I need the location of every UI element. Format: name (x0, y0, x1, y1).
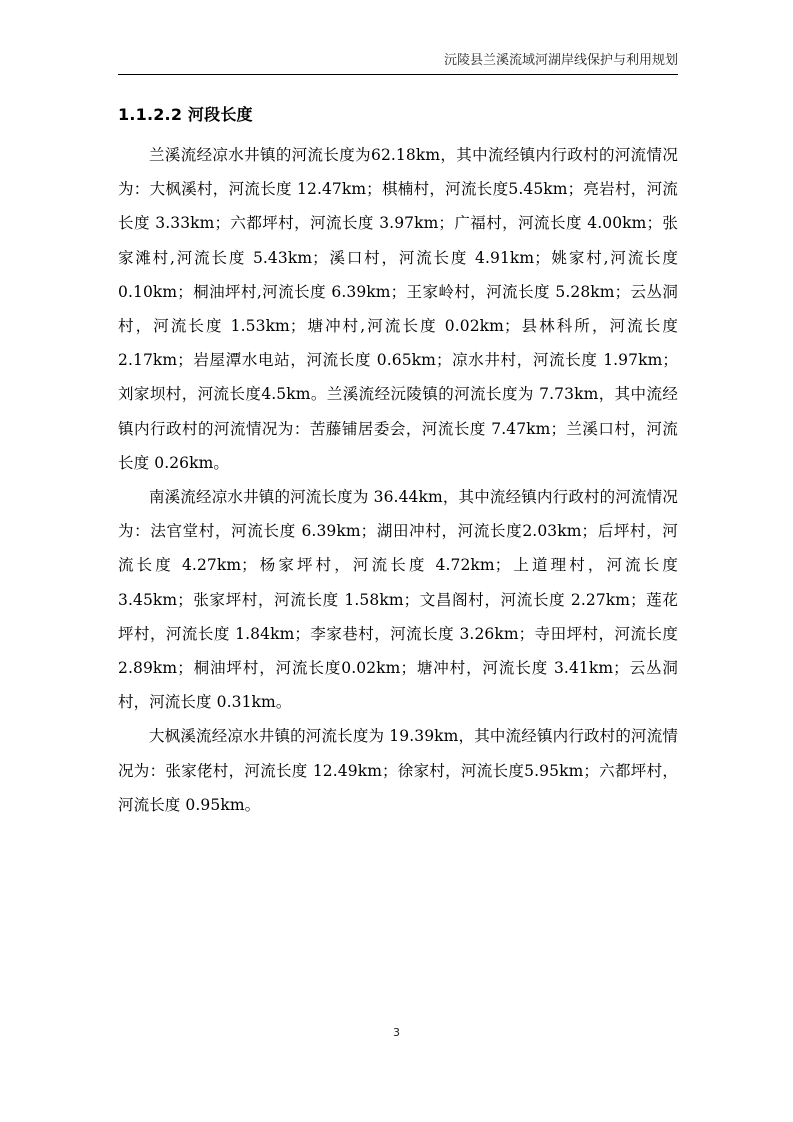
header-rule (118, 74, 678, 75)
paragraph-nanxi: 南溪流经凉水井镇的河流长度为 36.44km，其中流经镇内行政村的河流情况为：法官堂村，河流长度 6.39km；湖田冲村，河流长度2.03km；后坪村，河流长度 4.27km；杨家坪村，河流长度 4.72km；上道理村，河流长度 3.45km；张家坪村，河流长度 1.58km；文昌阁村，河流长度 2.27km；莲花坪村，河流长度 1.84km；李家巷村，河流长度 3.26km；寺田坪村，河流长度 2.89km；桐油坪村，河流长度0.02km；塘冲村，河流长度 3.41km；云丛洞村，河流长度 0.31km。 (118, 488, 678, 712)
page-number: 3 (393, 1026, 400, 1039)
running-header: 沅陵县兰溪流域河湖岸线保护与利用规划 (443, 53, 678, 68)
body-text (118, 138, 678, 822)
paragraph-lanxi: 兰溪流经凉水井镇的河流长度为62.18km，其中流经镇内行政村的河流情况为：大枫溪村，河流长度 12.47km；棋楠村，河流长度5.45km；亮岩村，河流长度 3.33km；六都坪村，河流长度 3.97km；广福村，河流长度 4.00km；张家滩村,河流长度 5.43km；溪口村，河流长度 4.91km；姚家村,河流长度 0.10km；桐油坪村,河流长度 6.39km；王家岭村，河流长度 5.28km；云丛洞村，河流长度 1.53km；塘冲村,河流长度 0.02km；县林科所，河流长度 2.17km；岩屋潭水电站，河流长度 0.65km；凉水井村，河流长度 1.97km；刘家坝村，河流长度4.5km。兰溪流经沅陵镇的河流长度为 7.73km，其中流经镇内行政村的河流情况为：苦藤铺居委会，河流长度 7.47km；兰溪口村，河流长度 0.26km。 (118, 146, 678, 472)
paragraph-dafengxi: 大枫溪流经凉水井镇的河流长度为 19.39km，其中流经镇内行政村的河流情况为：张家佬村，河流长度 12.49km；徐家村，河流长度5.95km；六都坪村，河流长度 0.95km。 (118, 727, 678, 814)
section-heading: 1.1.2.2 河段长度 (118, 105, 253, 124)
